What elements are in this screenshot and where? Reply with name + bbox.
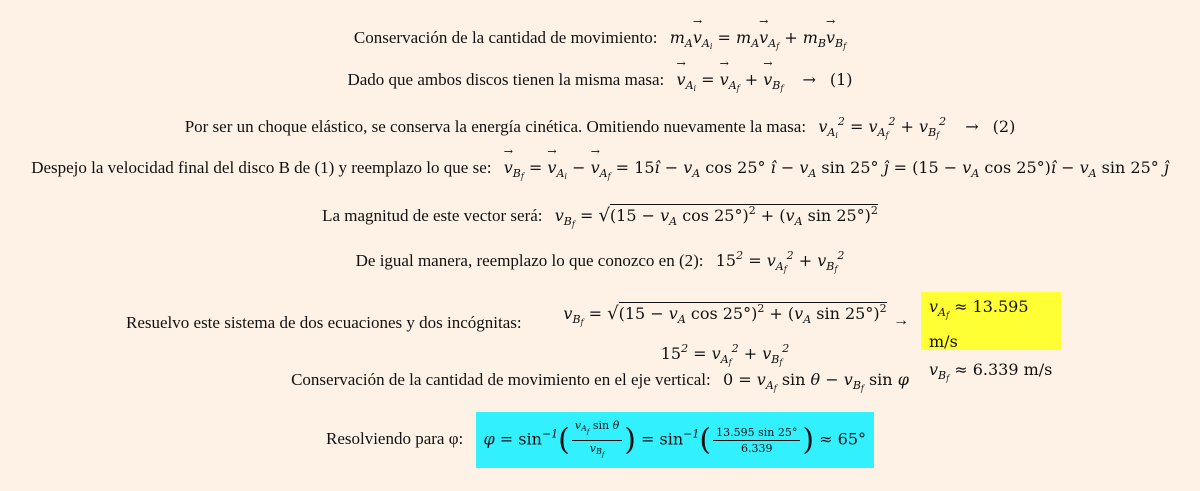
equation-tag-2: (2) bbox=[992, 117, 1016, 136]
energy-substitution-equation: $15^2 = v_{Af}^2 + v_{Bf}^2$ bbox=[715, 249, 845, 274]
vertical-momentum-equation: $0 = v_{Af}$ $\sin \theta - v_{Bf}$ sin φ bbox=[723, 370, 909, 393]
vb-vector-equation: → $v_{Bf}$ = → $v_{Ai}$ − → $v_{Af}$ = 15î − $v_A$ cos 25° î − $v_A$ sin 25° ĵ = ($15 - v_A$ cos 25°)î − $v_A$ sin 25° ĵ bbox=[504, 158, 1169, 177]
equation-tag-1: (1) bbox=[829, 70, 853, 89]
vb-vector-line bbox=[0, 158, 1200, 181]
energy-substitution-line bbox=[0, 249, 1200, 274]
line-3-text: Por ser un choque elástico, se conserva la energía cinética. Omitiendo nuevamente la masa: bbox=[184, 117, 807, 136]
velocity-vector-equation: → $v_{Ai}$ = → $v_{Af}$ + → $v_{Bf} \to (1)$ bbox=[677, 70, 853, 89]
implies-arrow: → bbox=[893, 312, 909, 329]
system-equation-2: $15^2 = v_{Af}^2 + v_{Bf}^2$ bbox=[660, 342, 790, 367]
phi-highlight-box: $\varphi = \sin^{-1}$( $\frac{vA_f \sin \theta}{vB_f}$ ) = $\sin^{-1}$( $\frac{13.595 \sin 25^\circ}{6.339}$ ) ≈ 65° bbox=[476, 412, 875, 468]
system-equations bbox=[560, 296, 890, 376]
results-highlight-box bbox=[921, 292, 1061, 383]
result-phi: ≈ 65° bbox=[819, 429, 867, 449]
line-7-text: Resuelvo este sistema de dos ecuaciones y dos incógnitas: bbox=[126, 313, 522, 332]
line-8-text: Conservación de la cantidad de movimiento en el eje vertical: bbox=[291, 370, 711, 389]
vb-magnitude-equation: $v_{Bf} = √(15 - v_A$ $\cos 25^\circ)^2 + (v_A$ sin 25°)$^2$ bbox=[554, 204, 878, 229]
momentum-equation: $m_A\to v_{Ai} = m_A\to v_{Af} + m_B\to v_{Bf}$ bbox=[670, 28, 846, 47]
kinetic-energy-line bbox=[0, 115, 1200, 140]
vb-magnitude-line bbox=[0, 204, 1200, 229]
phi-solution-line bbox=[0, 412, 1200, 468]
result-vbf: $v_{Bf} \approx 6.339$ m/s bbox=[929, 360, 1053, 383]
energy-equation: $v_{Ai}^2 = v_{Af}^2 + v_{Bf}^2 \to (2)$ bbox=[818, 115, 1016, 140]
line-9-text: Resolviendo para φ: bbox=[325, 429, 464, 448]
same-mass-line bbox=[0, 70, 1200, 93]
momentum-conservation-line bbox=[0, 28, 1200, 51]
line-6-text: De igual manera, reemplazo lo que conozco en (2): bbox=[355, 251, 704, 270]
system-equation-1: $v_{Bf} = √(15 - v_A$ $\cos 25^\circ)^2 + (v_A$ sin 25°)$^2$ bbox=[563, 302, 887, 327]
result-vaf: $v_{Af} \approx 13.595$ m/s bbox=[929, 297, 1029, 351]
line-1-text: Conservación de la cantidad de movimiento: bbox=[353, 28, 658, 47]
line-4-text: Despejo la velocidad final del disco B de (1) y reemplazo lo que se: bbox=[31, 158, 492, 177]
line-5-text: La magnitud de este vector será: bbox=[322, 206, 543, 225]
vertical-momentum-line bbox=[0, 370, 1200, 393]
line-2-text: Dado que ambos discos tienen la misma masa: bbox=[347, 70, 665, 89]
